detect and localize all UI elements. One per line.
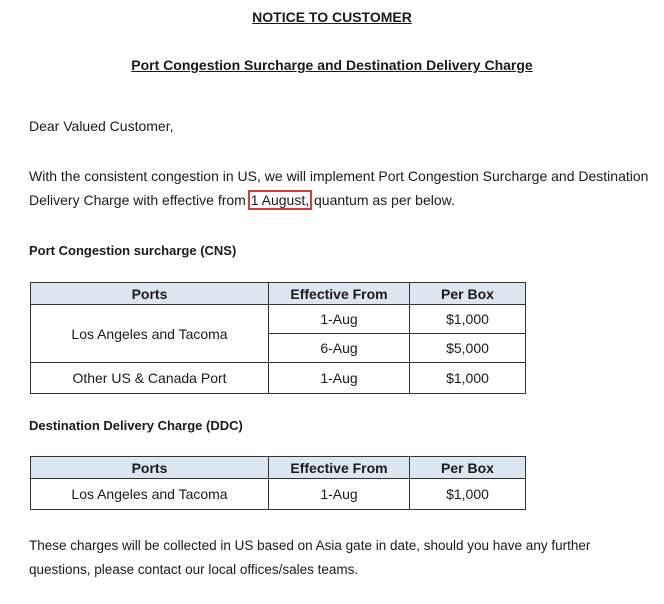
- ddc-table: [30, 456, 526, 510]
- ddc-effective-cell: 1-Aug: [269, 479, 410, 510]
- cns-per-box-cell: $5,000: [410, 334, 526, 363]
- cns-port-cell: Los Angeles and Tacoma: [31, 305, 269, 363]
- table-row: [31, 305, 526, 334]
- ddc-port-cell: Los Angeles and Tacoma: [31, 479, 269, 510]
- cns-header-per-box: Per Box: [410, 283, 526, 305]
- cns-effective-cell: 1-Aug: [269, 305, 410, 334]
- cns-header-ports: Ports: [31, 283, 269, 305]
- closing-line-1: These charges will be collected in US based on Asia gate in date, should you have any further: [29, 538, 591, 553]
- cns-port-cell: Other US & Canada Port: [31, 363, 269, 394]
- ddc-header-per-box: Per Box: [410, 457, 526, 479]
- subject-title: Port Congestion Surcharge and Destination Delivery Charge: [131, 57, 533, 73]
- cns-per-box-cell: $1,000: [410, 363, 526, 394]
- ddc-header-effective: Effective From: [269, 457, 410, 479]
- cns-table: [30, 282, 526, 394]
- ddc-header-ports: Ports: [31, 457, 269, 479]
- ddc-heading: Destination Delivery Charge (DDC): [29, 418, 243, 433]
- cns-heading: Port Congestion surcharge (CNS): [29, 243, 237, 258]
- closing-line-2: questions, please contact our local offices/sales teams.: [29, 562, 359, 577]
- intro-line-1: With the consistent congestion in US, we will implement Port Congestion Surcharge and Destination: [29, 168, 649, 184]
- table-row: [31, 363, 526, 394]
- cns-per-box-cell: $1,000: [410, 305, 526, 334]
- notice-title: NOTICE TO CUSTOMER: [252, 9, 412, 25]
- closing-paragraph: [29, 534, 590, 582]
- greeting: Dear Valued Customer,: [29, 118, 174, 134]
- cns-header-row: [31, 283, 526, 305]
- intro-line-2: [29, 188, 648, 212]
- intro-line-2-end: quantum as per below.: [310, 192, 455, 208]
- effective-date-highlight: 1 August,: [250, 192, 310, 208]
- cns-effective-cell: 6-Aug: [269, 334, 410, 363]
- table-row: [31, 479, 526, 510]
- intro-paragraph: [29, 164, 648, 212]
- ddc-header-row: [31, 457, 526, 479]
- intro-line-2-start: Delivery Charge with effective from: [29, 192, 250, 208]
- ddc-per-box-cell: $1,000: [410, 479, 526, 510]
- cns-header-effective: Effective From: [269, 283, 410, 305]
- cns-effective-cell: 1-Aug: [269, 363, 410, 394]
